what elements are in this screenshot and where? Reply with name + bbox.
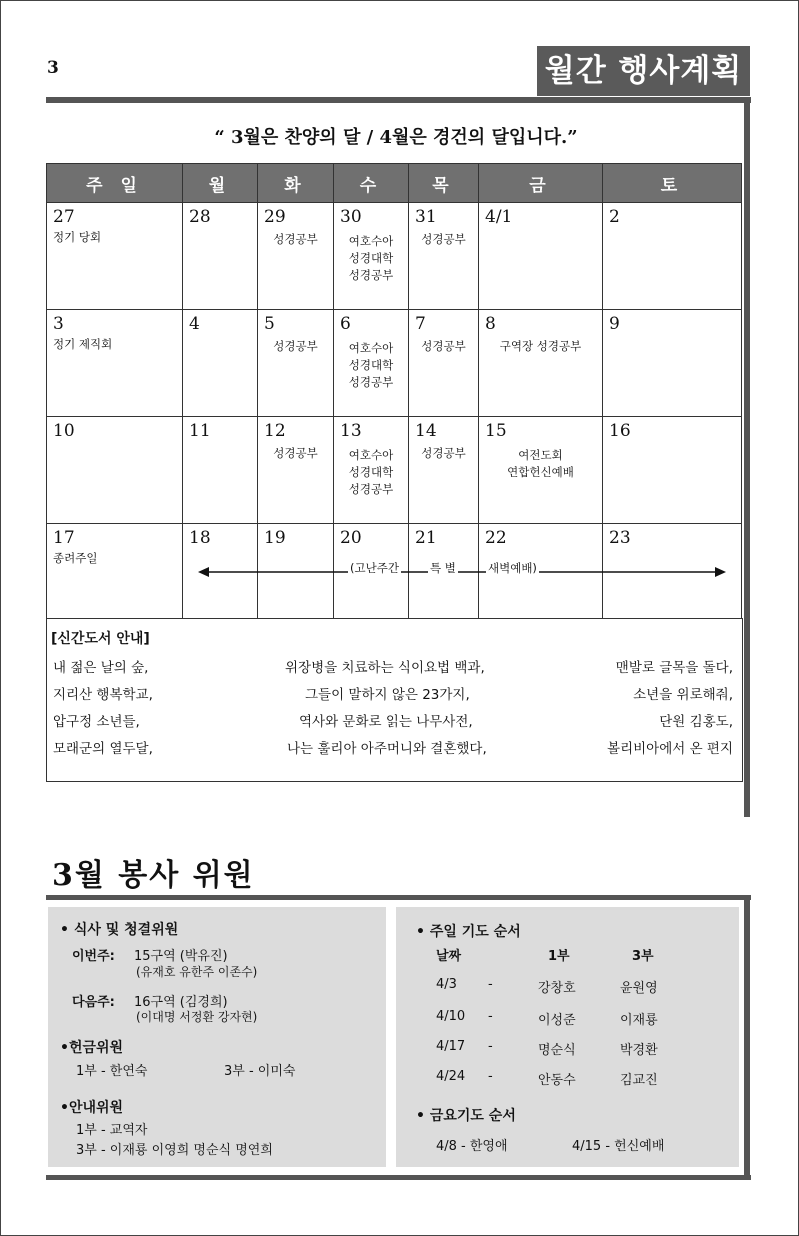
day-event: 성경공부: [421, 232, 466, 246]
prayer-dash: -: [488, 1039, 493, 1054]
day-event: 여호수아: [348, 448, 394, 462]
book-title: 압구정 소년들,: [53, 714, 140, 730]
day-number: 16: [609, 421, 631, 441]
book-title: 내 젊은 날의 숲,: [53, 660, 149, 676]
divider: [46, 895, 751, 900]
day-number: 15: [485, 421, 507, 441]
day-number: 31: [415, 207, 437, 227]
sunday-prayer-heading: • 주일 기도 순서: [416, 924, 521, 940]
book-title: 지리산 행복학교,: [53, 687, 153, 703]
book-title: 단원 김홍도,: [659, 714, 733, 730]
new-books-box: [46, 618, 743, 782]
friday-prayer-heading: • 금요기도 순서: [416, 1108, 516, 1124]
dawn-service-label: 새벽예배): [488, 561, 537, 575]
col-third: 3부: [632, 949, 654, 964]
service-section-title: 3월 봉사 위원: [52, 858, 255, 893]
prayer-first: 명순식: [538, 1043, 576, 1058]
divider: [46, 1175, 751, 1180]
day-cell: [183, 203, 258, 310]
day-number: 4: [189, 314, 200, 334]
day-event: 성경공부: [273, 339, 318, 353]
day-number: 10: [53, 421, 75, 441]
header-thu: 목: [409, 164, 479, 203]
book-row: [53, 656, 733, 676]
day-number: 3: [53, 314, 64, 334]
calendar-header: [47, 164, 742, 203]
divider: [744, 895, 750, 1180]
col-date: 날짜: [436, 949, 462, 964]
book-title: 그들이 말하지 않은 23가지,: [305, 687, 470, 703]
day-cell: [409, 310, 479, 417]
day-number: 17: [53, 528, 75, 548]
header-fri: 금: [479, 164, 603, 203]
day-event: 성경공부: [348, 482, 394, 496]
day-number: 20: [340, 528, 362, 548]
divider: [744, 97, 750, 817]
guide-first: 1부 - 교역자: [76, 1123, 148, 1138]
day-number: 4/1: [485, 207, 513, 227]
passion-week-label: (고난주간: [350, 561, 399, 575]
day-event: 성경공부: [421, 446, 466, 460]
day-cell: [479, 310, 603, 417]
calendar-week: [47, 310, 742, 417]
page-title: 월간 행사계획: [537, 46, 750, 96]
prayer-panel: [396, 907, 739, 1167]
prayer-third: 박경환: [620, 1043, 658, 1058]
day-number: 28: [189, 207, 211, 227]
day-number: 23: [609, 528, 631, 548]
day-number: 7: [415, 314, 426, 334]
page-number: 3: [47, 58, 59, 78]
friday-prayer-item: 4/15 - 헌신예배: [572, 1139, 665, 1154]
day-number: 5: [264, 314, 275, 334]
next-week-team: 16구역 (김경희): [134, 995, 228, 1010]
day-cell: [183, 417, 258, 524]
book-row: [53, 683, 733, 703]
prayer-first: 이성준: [538, 1013, 576, 1028]
day-number: 14: [415, 421, 437, 441]
day-number: 9: [609, 314, 620, 334]
day-event: 성경공부: [273, 446, 318, 460]
day-event: 성경공부: [348, 375, 394, 389]
day-event: 성경대학: [348, 465, 394, 479]
day-cell: [409, 203, 479, 310]
header-sun: 주 일: [47, 164, 183, 203]
day-number: 22: [485, 528, 507, 548]
book-title: 소년을 위로해줘,: [633, 687, 733, 703]
next-week-members: (이대명 서정환 강자현): [136, 1010, 258, 1024]
calendar-week: [47, 417, 742, 524]
book-title: 역사와 문화로 읽는 나무사전,: [299, 714, 473, 730]
day-event: 성경공부: [421, 339, 466, 353]
day-event: 성경대학: [348, 251, 394, 265]
day-event: 성경공부: [348, 268, 394, 282]
prayer-first: 강창호: [538, 981, 576, 996]
day-event: 성경공부: [273, 232, 318, 246]
day-cell: [183, 310, 258, 417]
prayer-date: 4/10: [436, 1009, 466, 1024]
book-title: 볼리비아에서 온 편지: [607, 741, 733, 757]
next-week-label: 다음주:: [72, 995, 115, 1010]
day-event: 연합헌신예배: [507, 465, 574, 479]
day-number: 2: [609, 207, 620, 227]
col-first: 1부: [548, 949, 570, 964]
day-cell: [47, 417, 183, 524]
day-cell: [334, 310, 409, 417]
day-cell: [334, 203, 409, 310]
offering-third: 3부 - 이미숙: [224, 1064, 296, 1079]
day-number: 18: [189, 528, 211, 548]
offering-heading: •헌금위원: [60, 1040, 124, 1056]
this-week-team: 15구역 (박유진): [134, 949, 228, 964]
day-cell: [258, 310, 334, 417]
book-title: 나는 훌리아 아주머니와 결혼했다,: [287, 741, 487, 757]
month-theme: “ 3월은 찬양의 달 / 4월은 경건의 달입니다.”: [214, 127, 578, 148]
header-tue: 화: [258, 164, 334, 203]
divider: [46, 97, 751, 103]
prayer-dash: -: [488, 1009, 493, 1024]
special-label: 특 별: [430, 561, 456, 575]
day-event: 정기 제직회: [53, 337, 113, 351]
day-number: 27: [53, 207, 75, 227]
day-cell: [409, 417, 479, 524]
prayer-dash: -: [488, 1069, 493, 1084]
this-week-members: (유재호 유한주 이존수): [136, 965, 258, 979]
prayer-date: 4/24: [436, 1069, 466, 1084]
passion-week-arrow: [198, 566, 726, 578]
day-cell: [258, 203, 334, 310]
new-books-title: [신간도서 안내]: [51, 631, 150, 647]
prayer-date: 4/3: [436, 977, 457, 992]
day-cell: [47, 203, 183, 310]
book-title: 맨발로 글목을 돌다,: [615, 660, 733, 676]
day-cell: [258, 417, 334, 524]
prayer-third: 윤원영: [620, 981, 658, 996]
header-sat: 토: [603, 164, 742, 203]
cleaning-heading: • 식사 및 청결위원: [60, 922, 179, 938]
day-event: 여호수아: [348, 234, 394, 248]
day-cell: [603, 417, 742, 524]
volunteers-panel: [48, 907, 386, 1167]
day-event: 여전도회: [518, 448, 563, 462]
calendar-week: [47, 203, 742, 310]
book-row: [53, 710, 733, 730]
day-number: 30: [340, 207, 362, 227]
day-cell: [479, 417, 603, 524]
book-title: 위장병을 치료하는 식이요법 백과,: [285, 660, 485, 676]
day-cell: [603, 203, 742, 310]
day-event: 성경대학: [348, 358, 394, 372]
prayer-first: 안동수: [538, 1073, 576, 1088]
header-wed: 수: [334, 164, 409, 203]
day-event: 구역장 성경공부: [499, 339, 582, 353]
prayer-third: 이재룡: [620, 1013, 658, 1028]
prayer-date: 4/17: [436, 1039, 466, 1054]
day-number: 11: [189, 421, 211, 441]
day-number: 29: [264, 207, 286, 227]
day-number: 21: [415, 528, 437, 548]
day-number: 19: [264, 528, 286, 548]
this-week-label: 이번주:: [72, 949, 115, 964]
book-row: [53, 737, 733, 757]
day-number: 6: [340, 314, 351, 334]
calendar: [46, 163, 742, 619]
header-mon: 월: [183, 164, 258, 203]
day-cell: [603, 310, 742, 417]
day-cell: [334, 417, 409, 524]
prayer-third: 김교진: [620, 1073, 658, 1088]
friday-prayer-item: 4/8 - 한영애: [436, 1139, 508, 1154]
day-number: 8: [485, 314, 496, 334]
day-cell: [479, 203, 603, 310]
day-event: 여호수아: [348, 341, 394, 355]
guide-heading: •안내위원: [60, 1100, 124, 1116]
offering-first: 1부 - 한연숙: [76, 1064, 148, 1079]
prayer-dash: -: [488, 977, 493, 992]
day-number: 13: [340, 421, 362, 441]
day-event: 정기 당회: [53, 230, 102, 244]
day-cell: [47, 310, 183, 417]
guide-third: 3부 - 이재룡 이영희 명순식 명연희: [76, 1143, 273, 1158]
day-number: 12: [264, 421, 286, 441]
book-title: 모래군의 열두달,: [53, 741, 153, 757]
day-cell: [47, 524, 183, 619]
day-event: 종려주일: [53, 551, 98, 565]
